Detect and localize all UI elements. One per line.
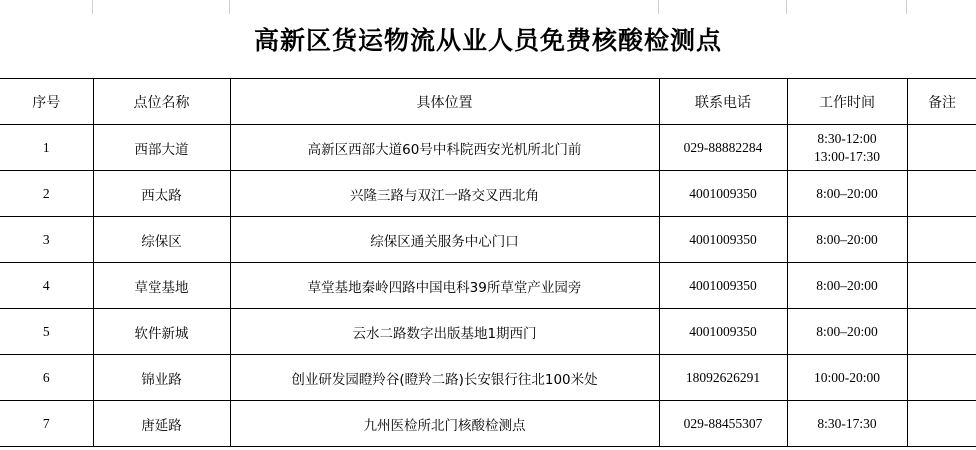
cell-phone: 4001009350 — [659, 217, 787, 263]
cell-remarks — [907, 309, 976, 355]
cell-location: 高新区西部大道60号中科院西安光机所北门前 — [230, 125, 659, 171]
table-row — [0, 401, 976, 447]
cell-remarks — [907, 171, 976, 217]
cell-location: 云水二路数字出版基地1期西门 — [230, 309, 659, 355]
hours-line: 8:00–20:00 — [816, 277, 878, 293]
cell-index: 6 — [0, 355, 93, 401]
header-remarks: 备注 — [907, 79, 976, 125]
hours-line: 8:30-17:30 — [817, 415, 877, 431]
hours-line: 8:00–20:00 — [816, 231, 878, 247]
cell-index: 4 — [0, 263, 93, 309]
cell-site-name: 唐延路 — [93, 401, 230, 447]
header-location: 具体位置 — [230, 79, 659, 125]
cell-index: 7 — [0, 401, 93, 447]
cell-remarks — [907, 263, 976, 309]
cell-hours — [787, 217, 907, 263]
hours-line: 8:00–20:00 — [816, 185, 878, 201]
cell-location: 草堂基地秦岭四路中国电科39所草堂产业园旁 — [230, 263, 659, 309]
cell-hours — [787, 355, 907, 401]
hours-line: 8:30-12:00 — [817, 130, 877, 146]
hours-line: 8:00–20:00 — [816, 323, 878, 339]
table-row — [0, 263, 976, 309]
cell-location: 兴隆三路与双江一路交叉西北角 — [230, 171, 659, 217]
cell-site-name: 草堂基地 — [93, 263, 230, 309]
cell-phone: 029-88455307 — [659, 401, 787, 447]
header-phone: 联系电话 — [659, 79, 787, 125]
cell-index: 1 — [0, 125, 93, 171]
sheet-title: 高新区货运物流从业人员免费核酸检测点 — [0, 0, 976, 79]
header-site-name: 点位名称 — [93, 79, 230, 125]
cell-site-name: 软件新城 — [93, 309, 230, 355]
cell-phone: 4001009350 — [659, 263, 787, 309]
cell-location: 创业研发园瞪羚谷(瞪羚二路)长安银行往北100米处 — [230, 355, 659, 401]
cell-hours — [787, 125, 907, 171]
cell-remarks — [907, 355, 976, 401]
hours-line: 13:00-17:30 — [814, 148, 880, 164]
test-site-table — [0, 78, 976, 447]
cell-phone: 18092626291 — [659, 355, 787, 401]
cell-site-name: 西太路 — [93, 171, 230, 217]
cell-hours — [787, 309, 907, 355]
table-row — [0, 355, 976, 401]
cell-remarks — [907, 217, 976, 263]
cell-phone: 4001009350 — [659, 309, 787, 355]
cell-phone: 029-88882284 — [659, 125, 787, 171]
cell-remarks — [907, 125, 976, 171]
header-row — [0, 79, 976, 125]
header-index: 序号 — [0, 79, 93, 125]
cell-site-name: 西部大道 — [93, 125, 230, 171]
cell-hours — [787, 263, 907, 309]
cell-remarks — [907, 401, 976, 447]
table-row — [0, 309, 976, 355]
header-hours: 工作时间 — [787, 79, 907, 125]
hours-line: 10:00-20:00 — [814, 369, 880, 385]
cell-site-name: 综保区 — [93, 217, 230, 263]
table-row — [0, 171, 976, 217]
cell-location: 九州医检所北门核酸检测点 — [230, 401, 659, 447]
cell-index: 5 — [0, 309, 93, 355]
cell-site-name: 锦业路 — [93, 355, 230, 401]
cell-index: 3 — [0, 217, 93, 263]
cell-phone: 4001009350 — [659, 171, 787, 217]
cell-hours — [787, 401, 907, 447]
table-row — [0, 125, 976, 171]
cell-location: 综保区通关服务中心门口 — [230, 217, 659, 263]
cell-hours — [787, 171, 907, 217]
cell-index: 2 — [0, 171, 93, 217]
table-row — [0, 217, 976, 263]
